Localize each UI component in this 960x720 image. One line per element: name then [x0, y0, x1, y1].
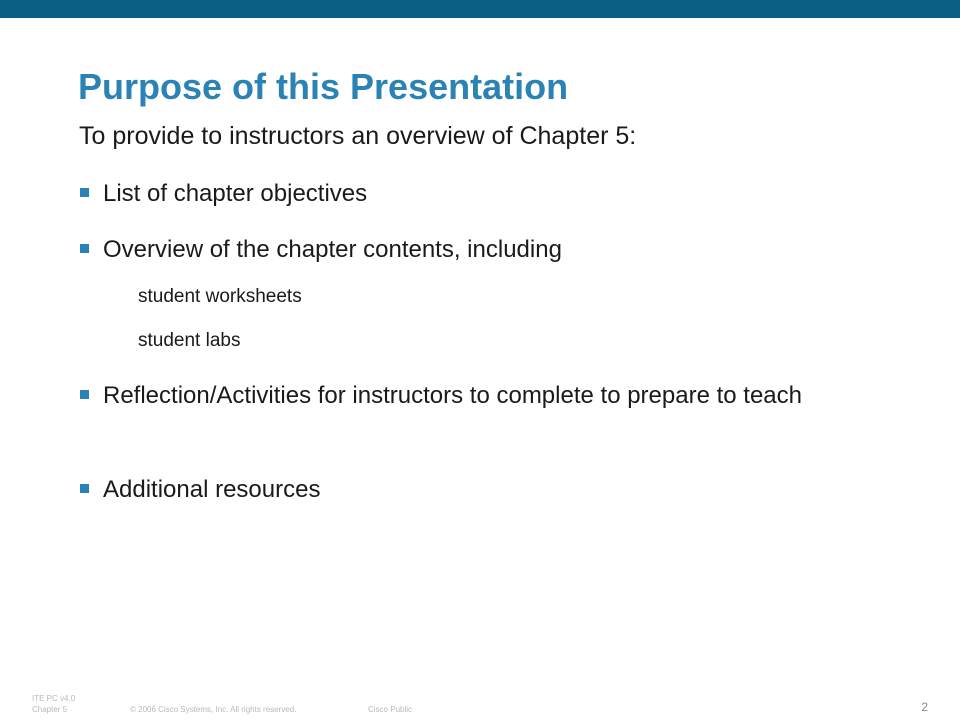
top-banner [0, 0, 960, 18]
sub-item: student labs [138, 330, 241, 351]
square-bullet-icon [80, 244, 89, 253]
square-bullet-icon [80, 484, 89, 493]
square-bullet-icon [80, 390, 89, 399]
bullet-item [80, 235, 900, 265]
bullet-item [80, 381, 820, 411]
bullet-text: Overview of the chapter contents, including [103, 236, 562, 263]
page-number: 2 [921, 700, 928, 714]
square-bullet-icon [80, 188, 89, 197]
bullet-text: Reflection/Activities for instructors to complete to prepare to teach [103, 382, 802, 409]
slide-intro: To provide to instructors an overview of Chapter 5: [79, 122, 637, 150]
footer-course: ITE PC v4.0 [32, 694, 76, 703]
bullet-item [80, 475, 900, 505]
bullet-text: List of chapter objectives [103, 180, 368, 207]
footer-classification: Cisco Public [368, 705, 413, 714]
slide-title: Purpose of this Presentation [78, 66, 569, 107]
bullet-text: Additional resources [103, 476, 321, 503]
bullet-item [80, 179, 900, 209]
footer-chapter: Chapter 5 [32, 705, 68, 714]
sub-item: student worksheets [138, 286, 302, 307]
footer-copyright: © 2006 Cisco Systems, Inc. All rights reserved. [130, 705, 297, 714]
